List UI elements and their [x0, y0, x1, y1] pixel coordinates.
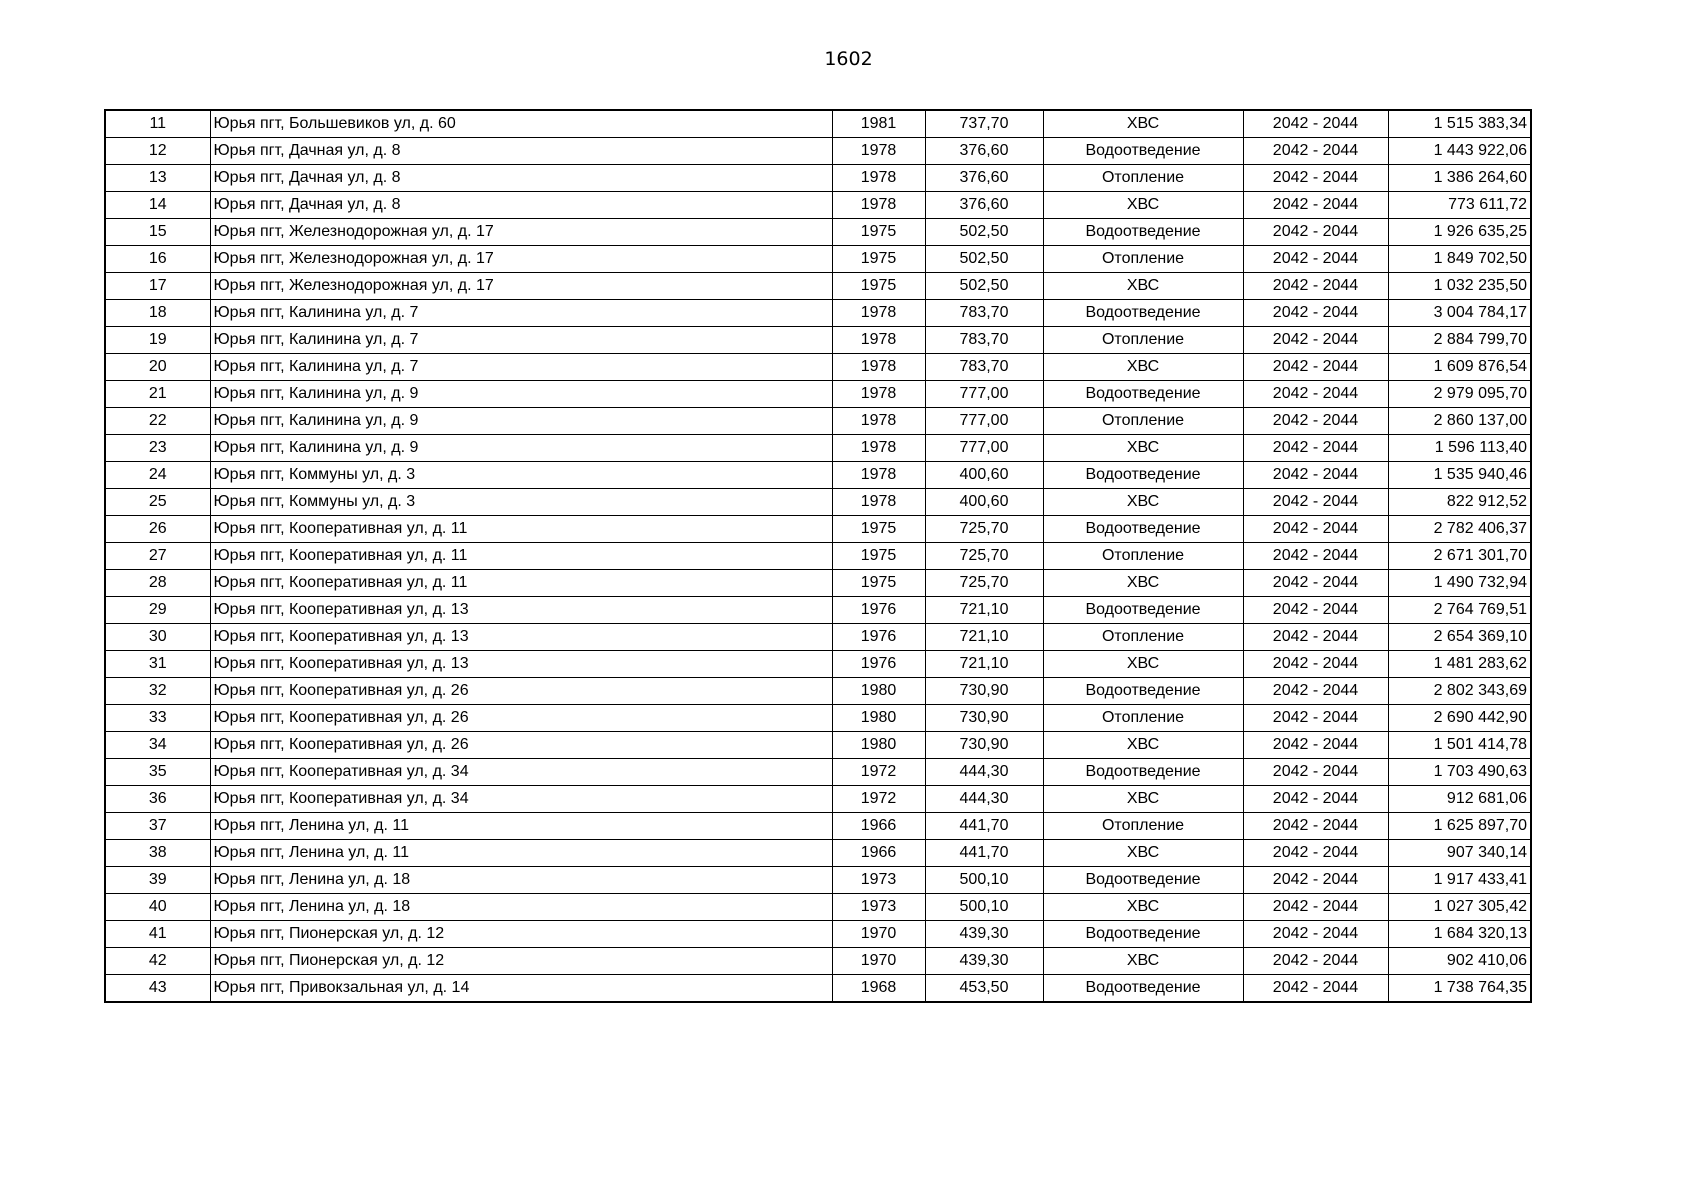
period-cell: 2042 - 2044 [1243, 975, 1388, 1003]
year-cell: 1978 [832, 408, 925, 435]
table-row [105, 678, 1531, 705]
area-cell: 721,10 [925, 624, 1043, 651]
cost-cell: 2 764 769,51 [1388, 597, 1531, 624]
year-cell: 1980 [832, 705, 925, 732]
table-row [105, 813, 1531, 840]
year-cell: 1976 [832, 651, 925, 678]
address-cell: Юрья пгт, Калинина ул, д. 7 [210, 300, 832, 327]
table-row [105, 867, 1531, 894]
area-cell: 400,60 [925, 462, 1043, 489]
period-cell: 2042 - 2044 [1243, 948, 1388, 975]
cost-cell: 773 611,72 [1388, 192, 1531, 219]
row-number-cell: 41 [105, 921, 210, 948]
period-cell: 2042 - 2044 [1243, 543, 1388, 570]
area-cell: 502,50 [925, 219, 1043, 246]
year-cell: 1978 [832, 138, 925, 165]
year-cell: 1976 [832, 597, 925, 624]
work-type-cell: Водоотведение [1043, 138, 1243, 165]
work-type-cell: ХВС [1043, 192, 1243, 219]
row-number-cell: 19 [105, 327, 210, 354]
work-type-cell: Водоотведение [1043, 219, 1243, 246]
table-row [105, 327, 1531, 354]
year-cell: 1978 [832, 165, 925, 192]
work-type-cell: ХВС [1043, 110, 1243, 138]
address-cell: Юрья пгт, Железнодорожная ул, д. 17 [210, 219, 832, 246]
row-number-cell: 29 [105, 597, 210, 624]
area-cell: 737,70 [925, 110, 1043, 138]
area-cell: 439,30 [925, 921, 1043, 948]
cost-cell: 912 681,06 [1388, 786, 1531, 813]
table-row [105, 732, 1531, 759]
cost-cell: 2 979 095,70 [1388, 381, 1531, 408]
table-row [105, 651, 1531, 678]
cost-cell: 2 654 369,10 [1388, 624, 1531, 651]
work-type-cell: ХВС [1043, 354, 1243, 381]
table-row [105, 759, 1531, 786]
row-number-cell: 40 [105, 894, 210, 921]
table-row [105, 165, 1531, 192]
year-cell: 1980 [832, 678, 925, 705]
area-cell: 502,50 [925, 273, 1043, 300]
table-row [105, 192, 1531, 219]
address-cell: Юрья пгт, Кооперативная ул, д. 11 [210, 543, 832, 570]
table-row [105, 300, 1531, 327]
address-cell: Юрья пгт, Пионерская ул, д. 12 [210, 921, 832, 948]
area-cell: 400,60 [925, 489, 1043, 516]
work-type-cell: ХВС [1043, 732, 1243, 759]
table-row [105, 543, 1531, 570]
table-row [105, 840, 1531, 867]
area-cell: 500,10 [925, 894, 1043, 921]
year-cell: 1972 [832, 759, 925, 786]
cost-cell: 1 443 922,06 [1388, 138, 1531, 165]
area-cell: 730,90 [925, 732, 1043, 759]
row-number-cell: 25 [105, 489, 210, 516]
cost-cell: 2 884 799,70 [1388, 327, 1531, 354]
period-cell: 2042 - 2044 [1243, 273, 1388, 300]
work-type-cell: Отопление [1043, 327, 1243, 354]
address-cell: Юрья пгт, Железнодорожная ул, д. 17 [210, 273, 832, 300]
area-cell: 730,90 [925, 705, 1043, 732]
table-row [105, 597, 1531, 624]
row-number-cell: 23 [105, 435, 210, 462]
period-cell: 2042 - 2044 [1243, 516, 1388, 543]
data-table [104, 109, 1532, 1003]
address-cell: Юрья пгт, Большевиков ул, д. 60 [210, 110, 832, 138]
address-cell: Юрья пгт, Кооперативная ул, д. 34 [210, 759, 832, 786]
period-cell: 2042 - 2044 [1243, 110, 1388, 138]
work-type-cell: Отопление [1043, 408, 1243, 435]
row-number-cell: 43 [105, 975, 210, 1003]
work-type-cell: Водоотведение [1043, 867, 1243, 894]
work-type-cell: Водоотведение [1043, 975, 1243, 1003]
area-cell: 777,00 [925, 408, 1043, 435]
address-cell: Юрья пгт, Кооперативная ул, д. 13 [210, 651, 832, 678]
address-cell: Юрья пгт, Кооперативная ул, д. 11 [210, 570, 832, 597]
area-cell: 783,70 [925, 327, 1043, 354]
row-number-cell: 38 [105, 840, 210, 867]
area-cell: 376,60 [925, 192, 1043, 219]
row-number-cell: 28 [105, 570, 210, 597]
address-cell: Юрья пгт, Кооперативная ул, д. 34 [210, 786, 832, 813]
cost-cell: 1 609 876,54 [1388, 354, 1531, 381]
row-number-cell: 12 [105, 138, 210, 165]
address-cell: Юрья пгт, Дачная ул, д. 8 [210, 165, 832, 192]
table-row [105, 705, 1531, 732]
table-row [105, 786, 1531, 813]
work-type-cell: Водоотведение [1043, 759, 1243, 786]
row-number-cell: 20 [105, 354, 210, 381]
year-cell: 1970 [832, 921, 925, 948]
area-cell: 444,30 [925, 759, 1043, 786]
year-cell: 1978 [832, 354, 925, 381]
area-cell: 441,70 [925, 813, 1043, 840]
period-cell: 2042 - 2044 [1243, 759, 1388, 786]
period-cell: 2042 - 2044 [1243, 705, 1388, 732]
address-cell: Юрья пгт, Ленина ул, д. 11 [210, 840, 832, 867]
work-type-cell: Отопление [1043, 813, 1243, 840]
area-cell: 376,60 [925, 165, 1043, 192]
address-cell: Юрья пгт, Железнодорожная ул, д. 17 [210, 246, 832, 273]
table-row [105, 435, 1531, 462]
area-cell: 725,70 [925, 543, 1043, 570]
year-cell: 1978 [832, 462, 925, 489]
address-cell: Юрья пгт, Кооперативная ул, д. 26 [210, 732, 832, 759]
year-cell: 1978 [832, 192, 925, 219]
table-row [105, 975, 1531, 1003]
work-type-cell: Водоотведение [1043, 381, 1243, 408]
area-cell: 441,70 [925, 840, 1043, 867]
area-cell: 725,70 [925, 516, 1043, 543]
address-cell: Юрья пгт, Калинина ул, д. 9 [210, 381, 832, 408]
address-cell: Юрья пгт, Коммуны ул, д. 3 [210, 462, 832, 489]
row-number-cell: 14 [105, 192, 210, 219]
year-cell: 1973 [832, 867, 925, 894]
table-row [105, 462, 1531, 489]
area-cell: 721,10 [925, 597, 1043, 624]
period-cell: 2042 - 2044 [1243, 489, 1388, 516]
work-type-cell: ХВС [1043, 840, 1243, 867]
period-cell: 2042 - 2044 [1243, 192, 1388, 219]
area-cell: 777,00 [925, 381, 1043, 408]
work-type-cell: Водоотведение [1043, 678, 1243, 705]
address-cell: Юрья пгт, Ленина ул, д. 18 [210, 867, 832, 894]
address-cell: Юрья пгт, Кооперативная ул, д. 26 [210, 705, 832, 732]
period-cell: 2042 - 2044 [1243, 300, 1388, 327]
year-cell: 1975 [832, 543, 925, 570]
area-cell: 502,50 [925, 246, 1043, 273]
area-cell: 721,10 [925, 651, 1043, 678]
period-cell: 2042 - 2044 [1243, 435, 1388, 462]
cost-cell: 2 671 301,70 [1388, 543, 1531, 570]
year-cell: 1978 [832, 489, 925, 516]
cost-cell: 1 027 305,42 [1388, 894, 1531, 921]
work-type-cell: ХВС [1043, 948, 1243, 975]
year-cell: 1966 [832, 840, 925, 867]
area-cell: 453,50 [925, 975, 1043, 1003]
work-type-cell: Водоотведение [1043, 597, 1243, 624]
work-type-cell: ХВС [1043, 435, 1243, 462]
period-cell: 2042 - 2044 [1243, 570, 1388, 597]
cost-cell: 2 690 442,90 [1388, 705, 1531, 732]
work-type-cell: ХВС [1043, 651, 1243, 678]
period-cell: 2042 - 2044 [1243, 867, 1388, 894]
address-cell: Юрья пгт, Пионерская ул, д. 12 [210, 948, 832, 975]
cost-cell: 3 004 784,17 [1388, 300, 1531, 327]
work-type-cell: ХВС [1043, 489, 1243, 516]
year-cell: 1978 [832, 435, 925, 462]
area-cell: 777,00 [925, 435, 1043, 462]
row-number-cell: 22 [105, 408, 210, 435]
cost-cell: 2 782 406,37 [1388, 516, 1531, 543]
table-row [105, 246, 1531, 273]
table-row [105, 354, 1531, 381]
period-cell: 2042 - 2044 [1243, 219, 1388, 246]
row-number-cell: 16 [105, 246, 210, 273]
work-type-cell: ХВС [1043, 894, 1243, 921]
year-cell: 1966 [832, 813, 925, 840]
table-row [105, 570, 1531, 597]
year-cell: 1975 [832, 246, 925, 273]
cost-cell: 1 703 490,63 [1388, 759, 1531, 786]
cost-cell: 1 386 264,60 [1388, 165, 1531, 192]
period-cell: 2042 - 2044 [1243, 921, 1388, 948]
address-cell: Юрья пгт, Привокзальная ул, д. 14 [210, 975, 832, 1003]
row-number-cell: 26 [105, 516, 210, 543]
address-cell: Юрья пгт, Дачная ул, д. 8 [210, 192, 832, 219]
period-cell: 2042 - 2044 [1243, 462, 1388, 489]
period-cell: 2042 - 2044 [1243, 840, 1388, 867]
row-number-cell: 37 [105, 813, 210, 840]
area-cell: 439,30 [925, 948, 1043, 975]
period-cell: 2042 - 2044 [1243, 786, 1388, 813]
cost-cell: 2 802 343,69 [1388, 678, 1531, 705]
table-row [105, 516, 1531, 543]
row-number-cell: 13 [105, 165, 210, 192]
year-cell: 1976 [832, 624, 925, 651]
cost-cell: 1 738 764,35 [1388, 975, 1531, 1003]
area-cell: 500,10 [925, 867, 1043, 894]
table-row [105, 894, 1531, 921]
period-cell: 2042 - 2044 [1243, 327, 1388, 354]
row-number-cell: 35 [105, 759, 210, 786]
year-cell: 1975 [832, 570, 925, 597]
cost-cell: 2 860 137,00 [1388, 408, 1531, 435]
work-type-cell: Отопление [1043, 624, 1243, 651]
cost-cell: 1 625 897,70 [1388, 813, 1531, 840]
year-cell: 1970 [832, 948, 925, 975]
period-cell: 2042 - 2044 [1243, 651, 1388, 678]
year-cell: 1978 [832, 300, 925, 327]
row-number-cell: 36 [105, 786, 210, 813]
address-cell: Юрья пгт, Кооперативная ул, д. 13 [210, 597, 832, 624]
year-cell: 1972 [832, 786, 925, 813]
cost-cell: 1 490 732,94 [1388, 570, 1531, 597]
row-number-cell: 21 [105, 381, 210, 408]
table-row [105, 138, 1531, 165]
period-cell: 2042 - 2044 [1243, 165, 1388, 192]
cost-cell: 1 481 283,62 [1388, 651, 1531, 678]
row-number-cell: 11 [105, 110, 210, 138]
table-row [105, 921, 1531, 948]
year-cell: 1978 [832, 327, 925, 354]
year-cell: 1981 [832, 110, 925, 138]
period-cell: 2042 - 2044 [1243, 408, 1388, 435]
cost-cell: 1 535 940,46 [1388, 462, 1531, 489]
work-type-cell: Водоотведение [1043, 516, 1243, 543]
cost-cell: 1 849 702,50 [1388, 246, 1531, 273]
year-cell: 1980 [832, 732, 925, 759]
year-cell: 1975 [832, 273, 925, 300]
row-number-cell: 33 [105, 705, 210, 732]
row-number-cell: 17 [105, 273, 210, 300]
page-number: 1602 [824, 48, 873, 70]
row-number-cell: 15 [105, 219, 210, 246]
row-number-cell: 24 [105, 462, 210, 489]
address-cell: Юрья пгт, Калинина ул, д. 7 [210, 327, 832, 354]
work-type-cell: ХВС [1043, 273, 1243, 300]
address-cell: Юрья пгт, Кооперативная ул, д. 11 [210, 516, 832, 543]
address-cell: Юрья пгт, Калинина ул, д. 9 [210, 408, 832, 435]
year-cell: 1975 [832, 516, 925, 543]
work-type-cell: Водоотведение [1043, 462, 1243, 489]
table-row [105, 624, 1531, 651]
table-row [105, 381, 1531, 408]
period-cell: 2042 - 2044 [1243, 381, 1388, 408]
work-type-cell: Отопление [1043, 543, 1243, 570]
cost-cell: 1 684 320,13 [1388, 921, 1531, 948]
cost-cell: 1 515 383,34 [1388, 110, 1531, 138]
address-cell: Юрья пгт, Коммуны ул, д. 3 [210, 489, 832, 516]
row-number-cell: 30 [105, 624, 210, 651]
table-row [105, 408, 1531, 435]
area-cell: 444,30 [925, 786, 1043, 813]
area-cell: 725,70 [925, 570, 1043, 597]
period-cell: 2042 - 2044 [1243, 246, 1388, 273]
address-cell: Юрья пгт, Кооперативная ул, д. 13 [210, 624, 832, 651]
work-type-cell: ХВС [1043, 570, 1243, 597]
period-cell: 2042 - 2044 [1243, 678, 1388, 705]
cost-cell: 822 912,52 [1388, 489, 1531, 516]
year-cell: 1978 [832, 381, 925, 408]
work-type-cell: Отопление [1043, 246, 1243, 273]
table-body [105, 110, 1531, 1002]
row-number-cell: 39 [105, 867, 210, 894]
cost-cell: 1 032 235,50 [1388, 273, 1531, 300]
row-number-cell: 34 [105, 732, 210, 759]
row-number-cell: 18 [105, 300, 210, 327]
address-cell: Юрья пгт, Кооперативная ул, д. 26 [210, 678, 832, 705]
work-type-cell: Водоотведение [1043, 921, 1243, 948]
cost-cell: 907 340,14 [1388, 840, 1531, 867]
area-cell: 730,90 [925, 678, 1043, 705]
address-cell: Юрья пгт, Ленина ул, д. 11 [210, 813, 832, 840]
address-cell: Юрья пгт, Дачная ул, д. 8 [210, 138, 832, 165]
cost-cell: 902 410,06 [1388, 948, 1531, 975]
year-cell: 1973 [832, 894, 925, 921]
work-type-cell: Отопление [1043, 165, 1243, 192]
work-type-cell: Водоотведение [1043, 300, 1243, 327]
table-row [105, 273, 1531, 300]
period-cell: 2042 - 2044 [1243, 138, 1388, 165]
address-cell: Юрья пгт, Калинина ул, д. 7 [210, 354, 832, 381]
address-cell: Юрья пгт, Калинина ул, д. 9 [210, 435, 832, 462]
row-number-cell: 27 [105, 543, 210, 570]
row-number-cell: 42 [105, 948, 210, 975]
cost-cell: 1 926 635,25 [1388, 219, 1531, 246]
period-cell: 2042 - 2044 [1243, 894, 1388, 921]
period-cell: 2042 - 2044 [1243, 354, 1388, 381]
year-cell: 1968 [832, 975, 925, 1003]
area-cell: 783,70 [925, 354, 1043, 381]
table-row [105, 948, 1531, 975]
row-number-cell: 32 [105, 678, 210, 705]
area-cell: 376,60 [925, 138, 1043, 165]
row-number-cell: 31 [105, 651, 210, 678]
period-cell: 2042 - 2044 [1243, 813, 1388, 840]
work-type-cell: ХВС [1043, 786, 1243, 813]
period-cell: 2042 - 2044 [1243, 732, 1388, 759]
table-row [105, 489, 1531, 516]
cost-cell: 1 917 433,41 [1388, 867, 1531, 894]
work-type-cell: Отопление [1043, 705, 1243, 732]
period-cell: 2042 - 2044 [1243, 597, 1388, 624]
address-cell: Юрья пгт, Ленина ул, д. 18 [210, 894, 832, 921]
period-cell: 2042 - 2044 [1243, 624, 1388, 651]
table-row [105, 219, 1531, 246]
table-row [105, 110, 1531, 138]
area-cell: 783,70 [925, 300, 1043, 327]
cost-cell: 1 501 414,78 [1388, 732, 1531, 759]
year-cell: 1975 [832, 219, 925, 246]
cost-cell: 1 596 113,40 [1388, 435, 1531, 462]
